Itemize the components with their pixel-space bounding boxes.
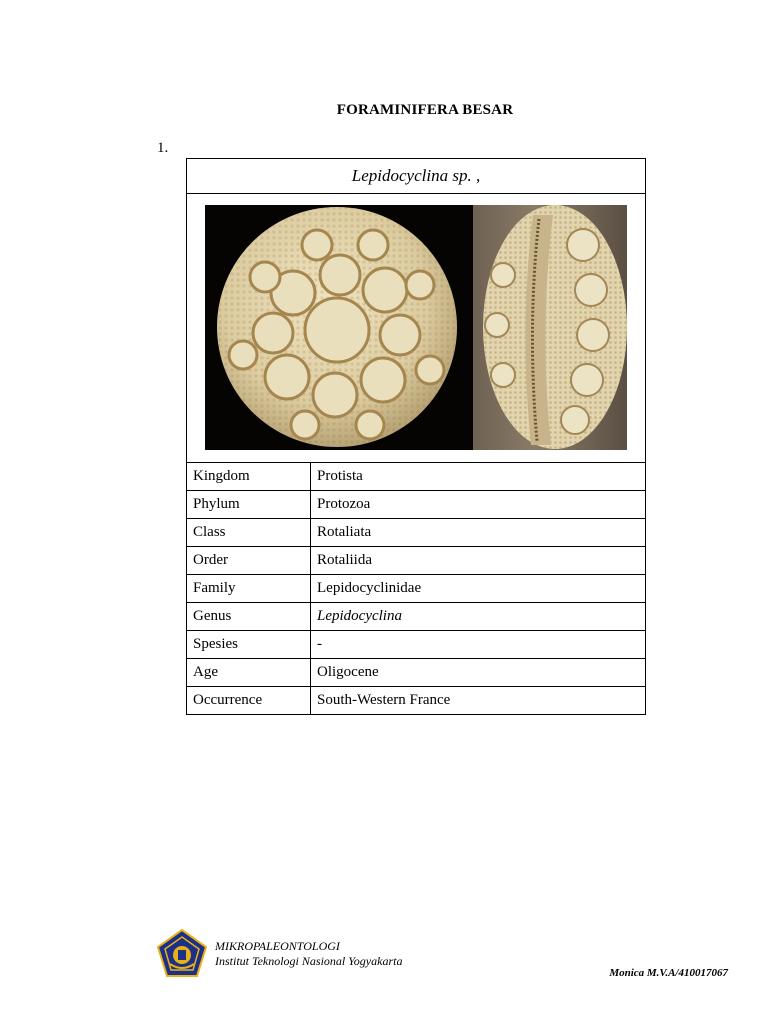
row-label: Class — [187, 519, 311, 547]
document-title: FORAMINIFERA BESAR — [336, 102, 514, 118]
table-row — [187, 687, 646, 715]
row-value: Rotaliata — [311, 519, 646, 547]
row-value: Protista — [311, 463, 646, 491]
table-row — [187, 603, 646, 631]
row-label: Family — [187, 575, 311, 603]
table-row — [187, 547, 646, 575]
specimen-photo-cell — [187, 194, 646, 463]
specimen-table — [186, 158, 646, 715]
specimen-photo-top-view — [205, 205, 473, 450]
table-row — [187, 575, 646, 603]
table-row — [187, 659, 646, 687]
row-label: Order — [187, 547, 311, 575]
row-label: Occurrence — [187, 687, 311, 715]
row-label: Genus — [187, 603, 311, 631]
row-value: Protozoa — [311, 491, 646, 519]
footer-institution-block — [215, 939, 402, 969]
specimen-name: Lepidocyclina sp. , — [187, 159, 646, 194]
footer-institution: Institut Teknologi Nasional Yogyakarta — [215, 954, 403, 968]
footer-course: MIKROPALEONTOLOGI — [215, 939, 340, 953]
row-label: Spesies — [187, 631, 311, 659]
row-value: Lepidocyclinidae — [311, 575, 646, 603]
table-row — [187, 463, 646, 491]
row-value: South-Western France — [311, 687, 646, 715]
row-value: Oligocene — [311, 659, 646, 687]
footer-author: Monica M.V.A/410017067 — [609, 967, 728, 979]
row-value: - — [311, 631, 646, 659]
table-row — [187, 491, 646, 519]
row-label: Phylum — [187, 491, 311, 519]
row-label: Kingdom — [187, 463, 311, 491]
specimen-photo-side-view — [473, 205, 627, 450]
table-row — [187, 631, 646, 659]
table-row — [187, 519, 646, 547]
row-value: Rotaliida — [311, 547, 646, 575]
row-label: Age — [187, 659, 311, 687]
institution-logo-icon — [156, 928, 208, 980]
row-value: Lepidocyclina — [311, 603, 646, 631]
item-number: 1. — [157, 140, 169, 156]
